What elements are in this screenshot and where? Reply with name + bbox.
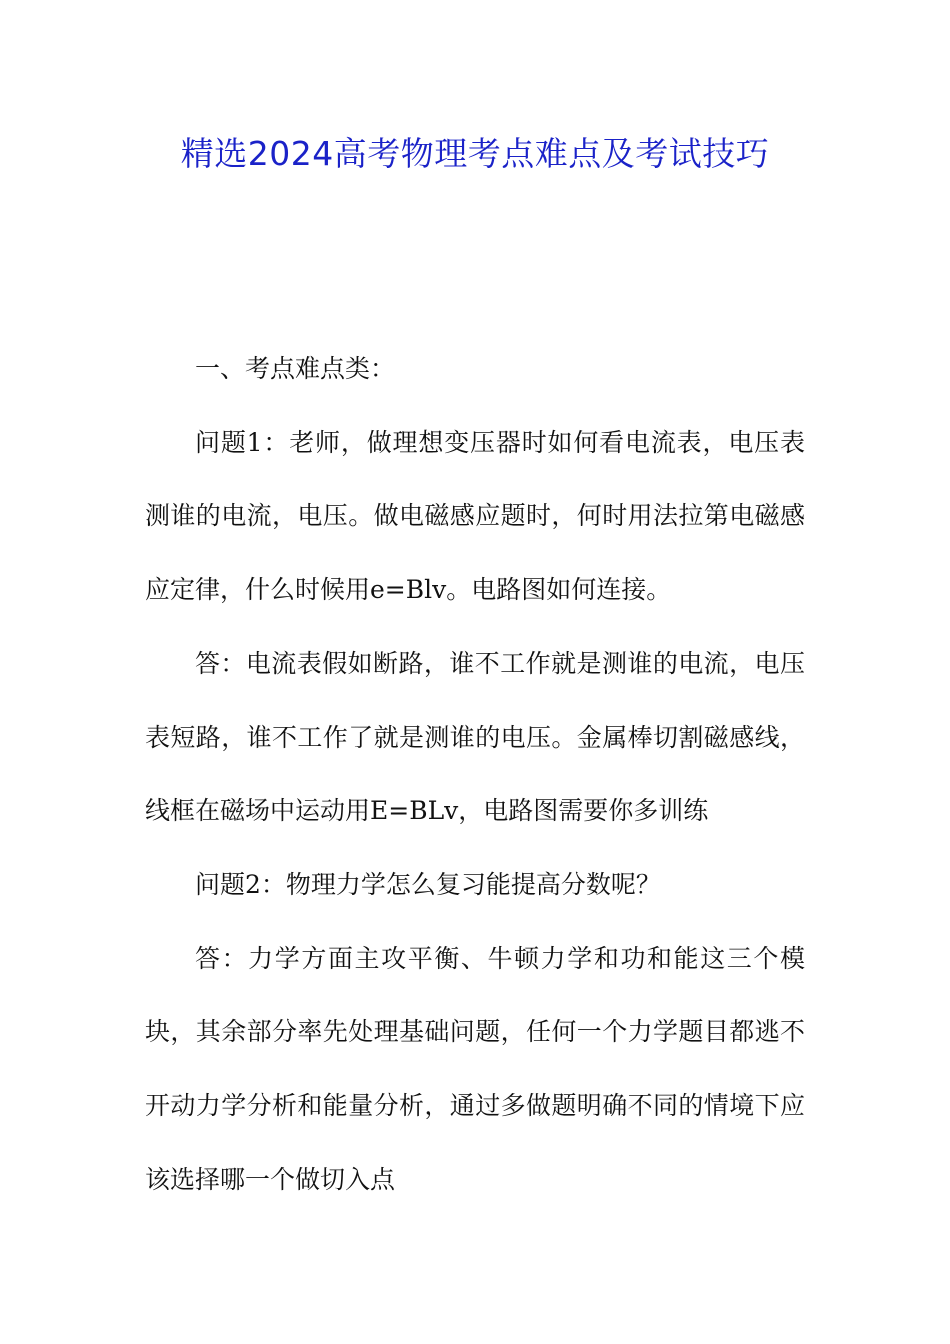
question-2: 问题2：物理力学怎么复习能提高分数呢？: [195, 869, 661, 899]
question-1: 问题1：老师，做理想变压器时如何看电流表，电压表测谁的电流，电压。做电磁感应题时，何时用法拉第电磁感应定律，什么时候用e=Blv。电路图如何连接。: [145, 427, 805, 605]
section-heading: 一、考点难点类：: [195, 354, 396, 383]
answer-1: 答：电流表假如断路，谁不工作就是测谁的电流，电压表短路，谁不工作了就是测谁的电压。金属棒切割磁感线，线框在磁场中运动用E=BLv，电路图需要你多训练: [145, 648, 805, 826]
answer-2: 答：力学方面主攻平衡、牛顿力学和功和能这三个模块，其余部分率先处理基础问题，任何一个力学题目都逃不开动力学分析和能量分析，通过多做题明确不同的情境下应该选择哪一个做切入点: [145, 943, 805, 1194]
document-body: [145, 332, 805, 1216]
document-title: 精选2024高考物理考点难点及考试技巧: [180, 134, 770, 173]
